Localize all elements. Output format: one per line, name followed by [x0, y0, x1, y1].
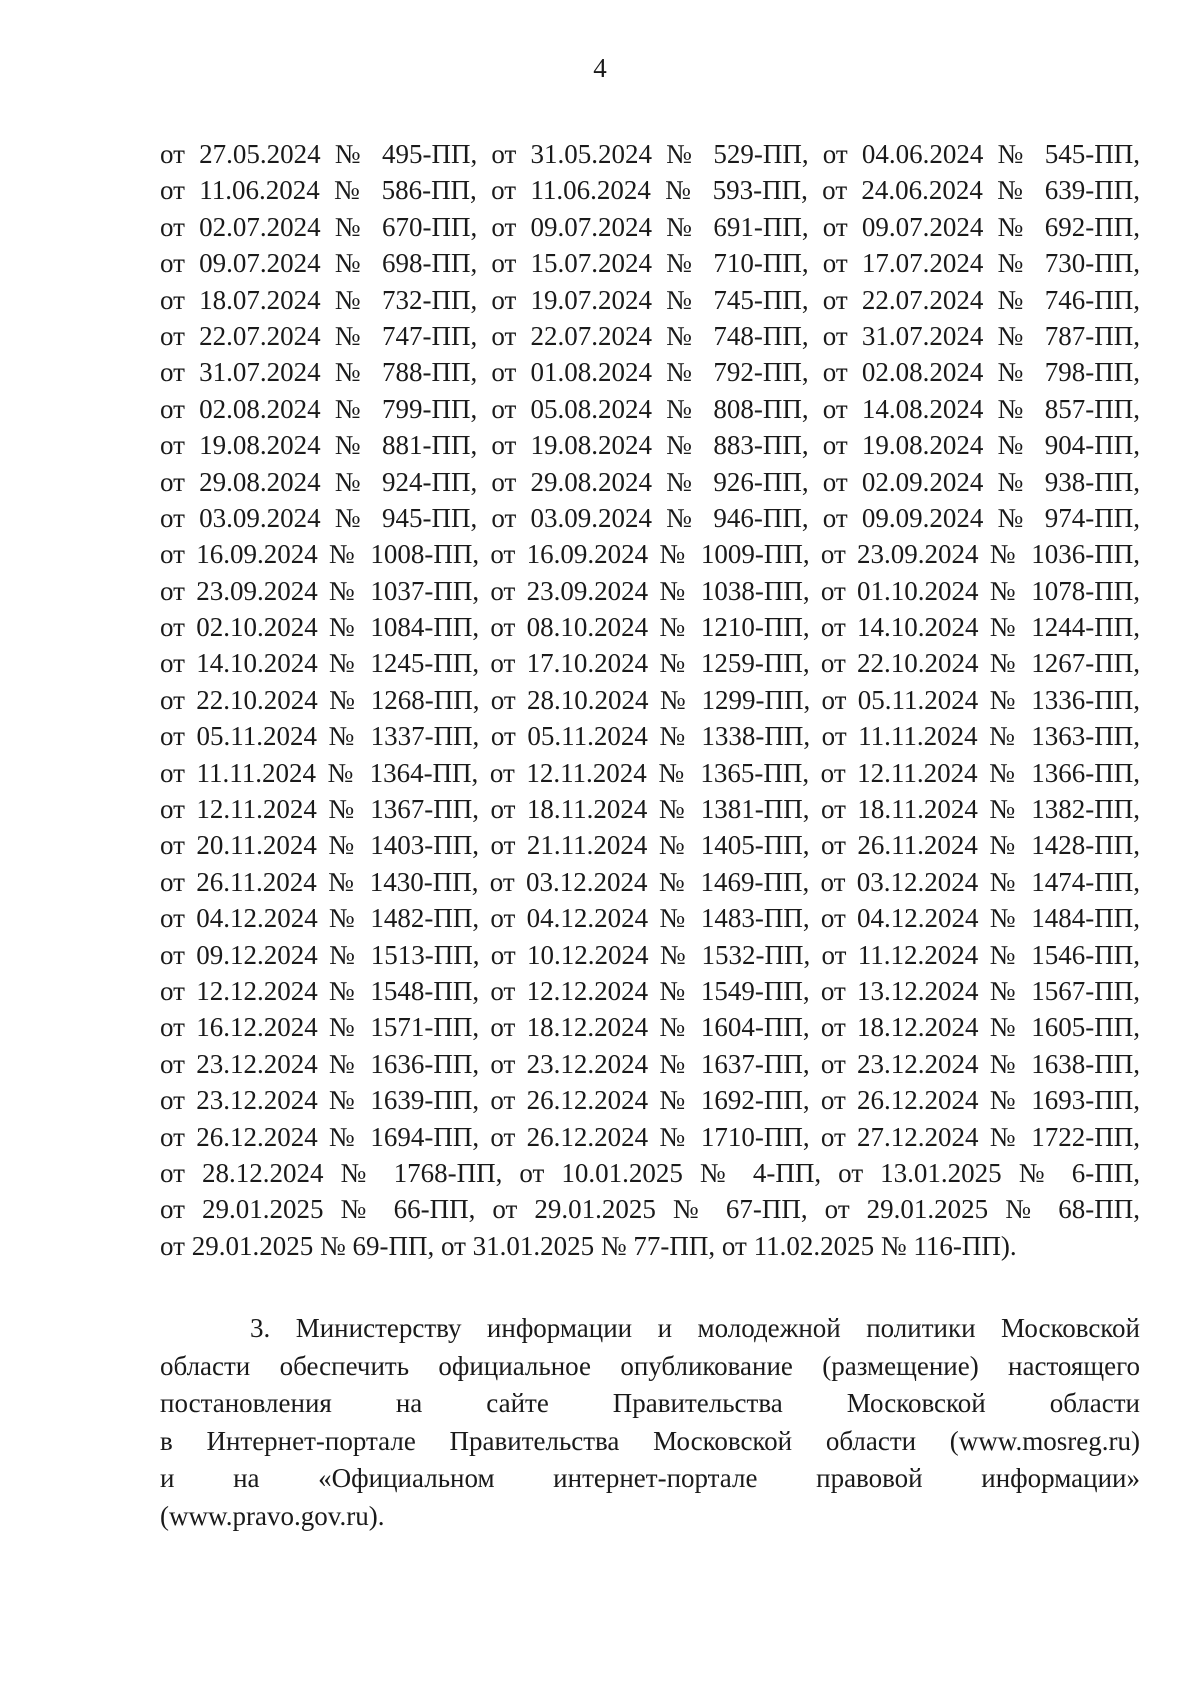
paragraph-line: постановления на сайте Правительства Московской области — [160, 1388, 1140, 1418]
reference-line: от 09.07.2024 № 698-ПП, от 15.07.2024 № 710-ПП, от 17.07.2024 № 730-ПП, — [160, 248, 1140, 279]
reference-line: от 09.12.2024 № 1513-ПП, от 10.12.2024 № 1532-ПП, от 11.12.2024 № 1546-ПП, — [160, 939, 1140, 970]
paragraph-3 — [160, 1310, 1140, 1535]
reference-line: от 20.11.2024 № 1403-ПП, от 21.11.2024 № 1405-ПП, от 26.11.2024 № 1428-ПП, — [160, 830, 1140, 861]
reference-line: от 28.12.2024 № 1768-ПП, от 10.01.2025 № 4-ПП, от 13.01.2025 № 6-ПП, — [160, 1157, 1140, 1188]
reference-line: от 26.11.2024 № 1430-ПП, от 03.12.2024 № 1469-ПП, от 03.12.2024 № 1474-ПП, — [160, 866, 1140, 897]
reference-line: от 29.08.2024 № 924-ПП, от 29.08.2024 № 926-ПП, от 02.09.2024 № 938-ПП, — [160, 466, 1140, 497]
reference-line-last: от 29.01.2025 № 69-ПП, от 31.01.2025 № 77-ПП, от 11.02.2025 № 116-ПП). — [160, 1230, 1017, 1261]
reference-line: от 02.07.2024 № 670-ПП, от 09.07.2024 № 691-ПП, от 09.07.2024 № 692-ПП, — [160, 211, 1140, 242]
reference-line: от 27.05.2024 № 495-ПП, от 31.05.2024 № 529-ПП, от 04.06.2024 № 545-ПП, — [160, 139, 1140, 169]
reference-line: от 16.09.2024 № 1008-ПП, от 16.09.2024 № 1009-ПП, от 23.09.2024 № 1036-ПП, — [160, 539, 1140, 570]
reference-line: от 23.09.2024 № 1037-ПП, от 23.09.2024 № 1038-ПП, от 01.10.2024 № 1078-ПП, — [160, 575, 1140, 606]
paragraph-line-last: (www.pravo.gov.ru). — [160, 1500, 385, 1531]
reference-line: от 12.12.2024 № 1548-ПП, от 12.12.2024 № 1549-ПП, от 13.12.2024 № 1567-ПП, — [160, 975, 1140, 1006]
reference-line: от 14.10.2024 № 1245-ПП, от 17.10.2024 № 1259-ПП, от 22.10.2024 № 1267-ПП, — [160, 648, 1140, 679]
reference-line: от 05.11.2024 № 1337-ПП, от 05.11.2024 № 1338-ПП, от 11.11.2024 № 1363-ПП, — [160, 721, 1140, 752]
reference-line: от 03.09.2024 № 945-ПП, от 03.09.2024 № 946-ПП, от 09.09.2024 № 974-ПП, — [160, 502, 1140, 533]
reference-line: от 11.11.2024 № 1364-ПП, от 12.11.2024 № 1365-ПП, от 12.11.2024 № 1366-ПП, — [160, 757, 1140, 788]
reference-line: от 18.07.2024 № 732-ПП, от 19.07.2024 № 745-ПП, от 22.07.2024 № 746-ПП, — [160, 284, 1140, 315]
reference-line: от 02.10.2024 № 1084-ПП, от 08.10.2024 № 1210-ПП, от 14.10.2024 № 1244-ПП, — [160, 612, 1140, 643]
paragraph-line: 3. Министерству информации и молодежной политики Московской — [250, 1313, 1140, 1343]
reference-line: от 12.11.2024 № 1367-ПП, от 18.11.2024 № 1381-ПП, от 18.11.2024 № 1382-ПП, — [160, 794, 1140, 825]
reference-line: от 16.12.2024 № 1571-ПП, от 18.12.2024 № 1604-ПП, от 18.12.2024 № 1605-ПП, — [160, 1012, 1140, 1043]
paragraph-line: области обеспечить официальное опубликование (размещение) настоящего — [160, 1350, 1140, 1381]
page-number: 4 — [593, 53, 607, 83]
reference-line: от 04.12.2024 № 1482-ПП, от 04.12.2024 № 1483-ПП, от 04.12.2024 № 1484-ПП, — [160, 903, 1140, 934]
reference-line: от 22.07.2024 № 747-ПП, от 22.07.2024 № 748-ПП, от 31.07.2024 № 787-ПП, — [160, 320, 1140, 351]
paragraph-line: в Интернет-портале Правительства Московской области (www.mosreg.ru) — [160, 1425, 1140, 1456]
reference-line: от 02.08.2024 № 799-ПП, от 05.08.2024 № 808-ПП, от 14.08.2024 № 857-ПП, — [160, 393, 1140, 424]
reference-line: от 19.08.2024 № 881-ПП, от 19.08.2024 № 883-ПП, от 19.08.2024 № 904-ПП, — [160, 430, 1140, 461]
reference-line: от 22.10.2024 № 1268-ПП, от 28.10.2024 № 1299-ПП, от 05.11.2024 № 1336-ПП, — [160, 684, 1140, 715]
reference-line: от 23.12.2024 № 1639-ПП, от 26.12.2024 № 1692-ПП, от 26.12.2024 № 1693-ПП, — [160, 1085, 1140, 1116]
reference-line: от 26.12.2024 № 1694-ПП, от 26.12.2024 № 1710-ПП, от 27.12.2024 № 1722-ПП, — [160, 1121, 1140, 1152]
reference-line: от 29.01.2025 № 66-ПП, от 29.01.2025 № 67-ПП, от 29.01.2025 № 68-ПП, — [160, 1194, 1140, 1225]
resolution-references-list — [160, 136, 1140, 1264]
reference-line: от 23.12.2024 № 1636-ПП, от 23.12.2024 № 1637-ПП, от 23.12.2024 № 1638-ПП, — [160, 1048, 1140, 1079]
reference-line: от 11.06.2024 № 586-ПП, от 11.06.2024 № 593-ПП, от 24.06.2024 № 639-ПП, — [160, 175, 1140, 206]
reference-line: от 31.07.2024 № 788-ПП, от 01.08.2024 № 792-ПП, от 02.08.2024 № 798-ПП, — [160, 357, 1140, 388]
paragraph-line: и на «Официальном интернет-портале правовой информации» — [160, 1463, 1140, 1493]
